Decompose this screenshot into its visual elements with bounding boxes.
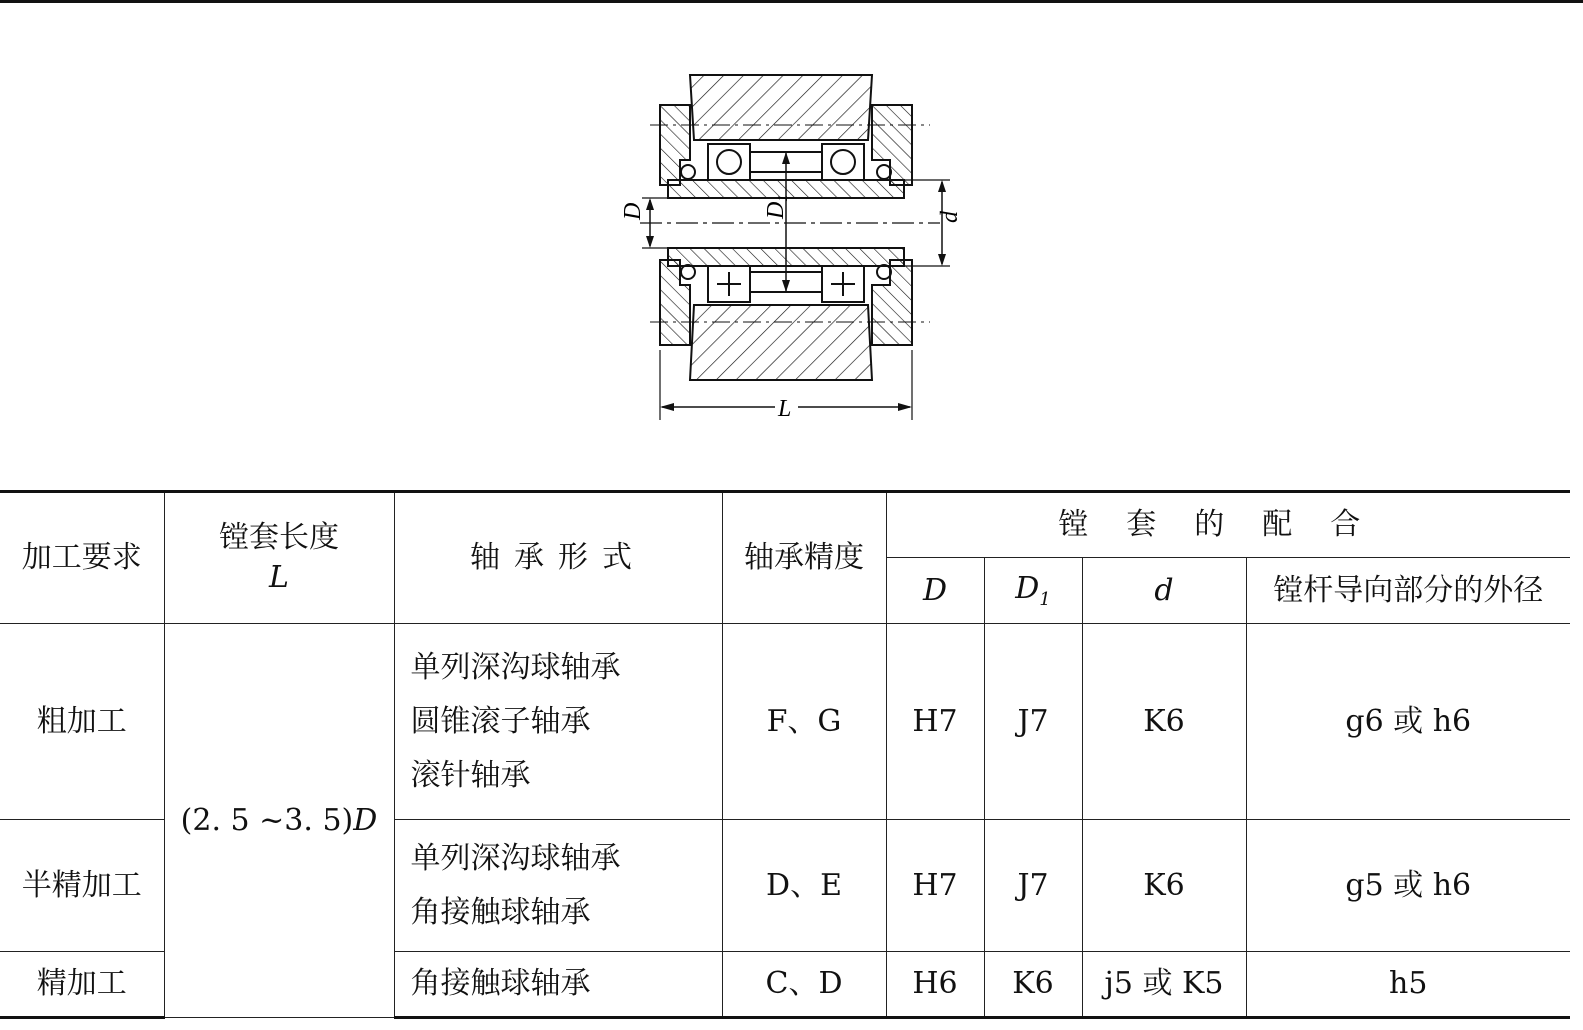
label-D: D bbox=[620, 202, 646, 220]
row-fit-D: H6 bbox=[886, 952, 984, 1018]
row-fit-d: j5 或 K5 bbox=[1082, 952, 1246, 1018]
header-bearing-precision: 轴承精度 bbox=[722, 492, 886, 624]
row-bearing-types: 单列深沟球轴承 圆锥滚子轴承 滚针轴承 bbox=[394, 624, 722, 820]
row-fit-D1: J7 bbox=[984, 820, 1082, 952]
row-precision: C、D bbox=[722, 952, 886, 1018]
row-precision: F、G bbox=[722, 624, 886, 820]
top-rule bbox=[0, 0, 1583, 3]
upper-housing bbox=[690, 75, 872, 140]
row-fit-bar: g6 或 h6 bbox=[1246, 624, 1570, 820]
length-value: (2. 5 ~3. 5)D bbox=[164, 624, 394, 1018]
header-length: 镗套长度 L bbox=[164, 492, 394, 624]
lower-housing bbox=[690, 305, 872, 380]
row-fit-D: H7 bbox=[886, 624, 984, 820]
label-d: d bbox=[937, 211, 963, 223]
header-col-D1: $D_1$ bbox=[984, 558, 1082, 624]
row-bearing-types: 单列深沟球轴承 角接触球轴承 bbox=[394, 820, 722, 952]
header-bearing-type: 轴承形式 bbox=[394, 492, 722, 624]
row-precision: D、E bbox=[722, 820, 886, 952]
row-fit-d: K6 bbox=[1082, 820, 1246, 952]
header-requirement: 加工要求 bbox=[0, 492, 164, 624]
row-bearing-types: 角接触球轴承 bbox=[394, 952, 722, 1018]
boring-sleeve-fit-table bbox=[0, 490, 1570, 1019]
row-fit-D1: K6 bbox=[984, 952, 1082, 1018]
label-D1: D1 bbox=[763, 194, 791, 219]
boring-sleeve-drawing bbox=[600, 60, 980, 440]
row-requirement: 粗加工 bbox=[0, 624, 164, 820]
row-requirement: 精加工 bbox=[0, 952, 164, 1018]
row-fit-D: H7 bbox=[886, 820, 984, 952]
header-col-bar: 镗杆导向部分的外径 bbox=[1246, 558, 1570, 624]
header-fit-group: 镗套的配合 bbox=[886, 492, 1570, 558]
label-L: L bbox=[778, 396, 792, 422]
table-row bbox=[0, 624, 1570, 820]
row-requirement: 半精加工 bbox=[0, 820, 164, 952]
row-fit-d: K6 bbox=[1082, 624, 1246, 820]
header-col-d: d bbox=[1082, 558, 1246, 624]
header-col-D: D bbox=[886, 558, 984, 624]
row-fit-bar: h5 bbox=[1246, 952, 1570, 1018]
row-fit-bar: g5 或 h6 bbox=[1246, 820, 1570, 952]
row-fit-D1: J7 bbox=[984, 624, 1082, 820]
